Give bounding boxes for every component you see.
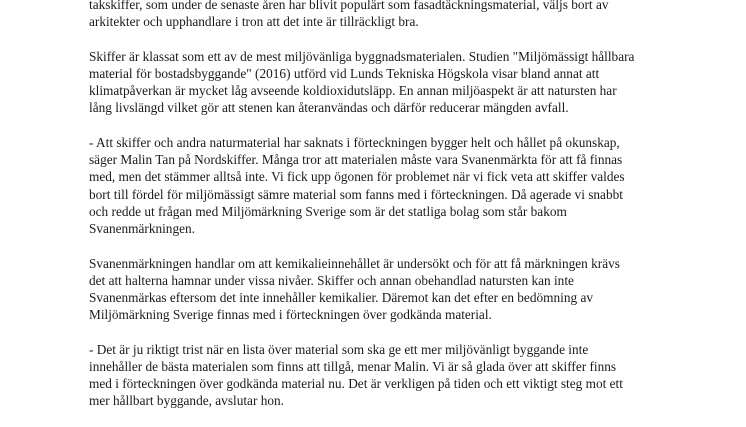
text-line: - Det är ju riktigt trist när en lista över material som ska ge ett mer miljövänligt byggande inte (89, 341, 589, 357)
text-line: Svanenmärkningen. (89, 221, 195, 237)
text-line: mer hållbart byggande, avslutar hon. (89, 393, 284, 409)
text-line: innehåller de bästa materialen som finns att tillgå, menar Malin. Vi är så glada över att skiffer finns (89, 359, 617, 375)
text-line: Skiffer är klassat som ett av de mest miljövänliga byggnadsmaterialen. Studien "Miljömässigt hållbara (89, 48, 635, 64)
text-line: klimatpåverkan är mycket låg avseende koldioxidutsläpp. En annan miljöaspekt är att natursten har (89, 83, 617, 99)
text-line: med i förteckningen över godkända material nu. Det är verkligen på tiden och ett viktigt steg mot ett (89, 376, 623, 392)
text-line: arkitekter och upphandlare i tron att det inte är tillräckligt bra. (89, 14, 419, 30)
text-line: Miljömärkning Sverige finnas med i förteckningen över godkända material. (89, 307, 492, 323)
text-line: bort till fördel för miljömässigt sämre material som fanns med i förteckningen. Då agerade vi snabbt (89, 186, 623, 202)
text-line: det att halterna hamnar under vissa nivåer. Skiffer och annan obehandlad natursten kan inte (89, 272, 574, 288)
text-line: - Att skiffer och andra naturmaterial har saknats i förteckningen bygger helt och hållet på okunskap, (89, 135, 620, 150)
text-line: lång livslängd vilket gör att stenen kan återanvändas och därför reducerar mängden avfall. (89, 100, 569, 116)
text-line: Svanenmärkningen handlar om att kemikalieinnehållet är undersökt och för att få märkningen krävs (89, 255, 620, 271)
text-line: och redde ut frågan med Miljömärkning Sverige som är det statliga bolag som står bakom (89, 203, 567, 219)
paragraph-intro (89, 0, 729, 30)
paragraph-svanen (89, 255, 729, 324)
text-line: Svanenmärkas eftersom det inte innehåller kemikalier. Däremot kan det efter en bedömning av (89, 290, 593, 306)
text-line: säger Malin Tan på Nordskiffer. Många tror att materialen måste vara Svanenmärkta för att få finnas (89, 152, 623, 168)
document-page (89, 0, 729, 427)
text-line: material för bostadsbyggande" (2016) utförd vid Lunds Tekniska Högskola visar bland annat att (89, 66, 600, 81)
paragraph-environment (89, 48, 729, 117)
paragraph-quote-malin (89, 134, 729, 237)
text-line: takskiffer, som under de senaste åren har blivit populärt som fasadtäckningsmaterial, väljs bort av (89, 0, 609, 12)
paragraph-closing (89, 341, 729, 410)
text-line: med, men det stämmer alltså inte. Vi fick upp ögonen för problemet när vi fick veta att skiffer valdes (89, 169, 625, 185)
